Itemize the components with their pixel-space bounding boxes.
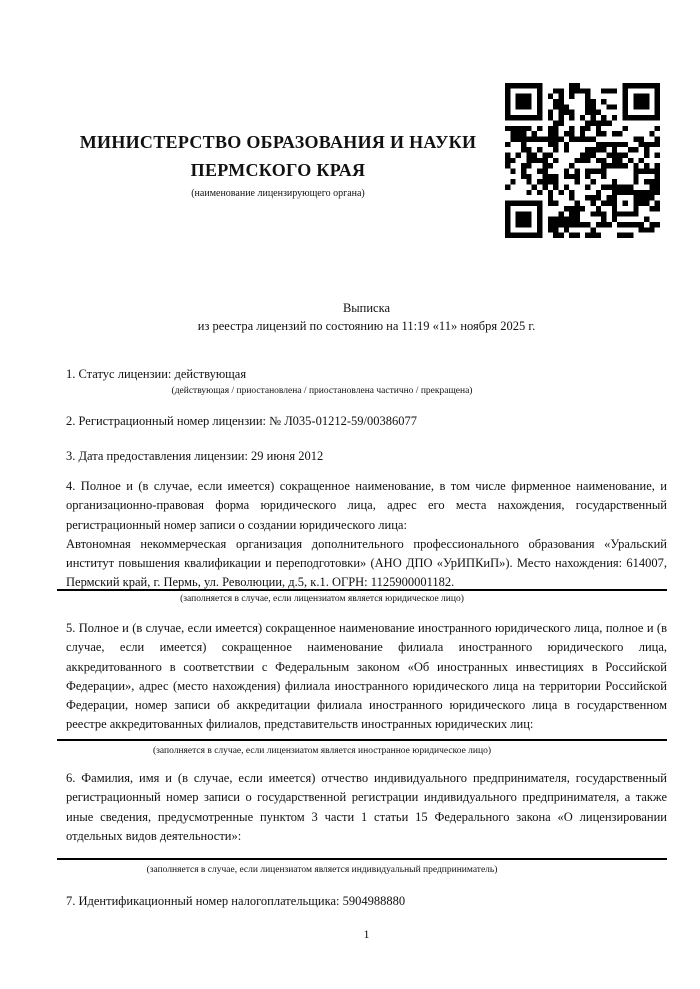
entrepreneur-section xyxy=(66,769,667,846)
ministry-name-line1: МИНИСТЕРСТВО ОБРАЗОВАНИЯ И НАУКИ xyxy=(79,132,477,152)
taxpayer-inn-line: 7. Идентификационный номер налогоплательщика: 5904988880 xyxy=(66,894,406,908)
license-registration-number-line: 2. Регистрационный номер лицензии: № Л035-01212-59/00386077 xyxy=(66,414,417,428)
document-title: Выписка xyxy=(342,301,391,315)
license-status-line: 1. Статус лицензии: действующая xyxy=(66,367,247,381)
license-grant-date-line: 3. Дата предоставления лицензии: 29 июня 2012 xyxy=(66,449,324,463)
license-status-options-caption: (действующая / приостановлена / приостановлена частично / прекращена) xyxy=(171,386,473,396)
ministry-name-line2: ПЕРМСКОГО КРАЯ xyxy=(190,160,366,180)
foreign-entity-section xyxy=(66,619,667,735)
entrepreneur-requirements: 6. Фамилия, имя и (в случае, если имеется) отчество индивидуального предпринимателя, государственный регистрационный номер записи о государственной регистрации индивидуального предпринимателя, а также иные сведения, предусмотренные пунктом 3 части 1 статьи 15 Федерального закона «О лицензировании отдельных видов деятельности»: xyxy=(66,771,667,843)
qr-code-icon xyxy=(505,83,660,238)
licensing-authority-caption: (наименование лицензирующего органа) xyxy=(191,188,365,199)
foreign-entity-caption: (заполняется в случае, если лицензиатом является иностранное юридическое лицо) xyxy=(153,746,491,756)
legal-entity-details: Автономная некоммерческая организация дополнительного профессионального образования «Уральский институт повышения квалификации и переподготовки» (АНО ДПО «УрИПКиП»). Место нахождения: 614007, Пермский край, г. Пермь, ул. Революции, д.5, к.1. ОГРН: 1125900001182. xyxy=(66,536,667,590)
document-title-block xyxy=(66,300,667,335)
foreign-entity-requirements: 5. Полное и (в случае, если имеется) сокращенное наименование иностранного юридического лица, полное и (в случае, если имеется) сокращенное наименование филиала иностранного юридического лица, аккредитованного в соответствии с Федеральным законом «Об иностранных инвестициях в Российской Федерации», адрес (место нахождения) филиала иностранного юридического лица на территории Российской Федерации, номер записи об аккредитации филиала иностранного юридического лица в государственном реестре аккредитованных филиалов, представительств иностранных юридических лиц: xyxy=(66,621,667,732)
separator-line-legal-entity xyxy=(57,589,667,591)
legal-entity-requirements: 4. Полное и (в случае, если имеется) сокращенное наименование, в том числе фирменное наименование, и организационно-правовая форма юридического лица, адрес его места нахождения, государственный регистрационный номер записи о создании юридического лица: xyxy=(66,479,667,532)
legal-entity-caption: (заполняется в случае, если лицензиатом является юридическое лицо) xyxy=(180,594,464,604)
separator-line-entrepreneur xyxy=(57,858,667,860)
entrepreneur-caption: (заполняется в случае, если лицензиатом является индивидуальный предприниматель) xyxy=(146,865,498,875)
page-number: 1 xyxy=(363,927,370,941)
ministry-header xyxy=(66,128,490,200)
document-subtitle: из реестра лицензий по состоянию на 11:19 «11» ноября 2025 г. xyxy=(197,318,536,333)
separator-line-foreign-entity xyxy=(57,739,667,741)
legal-entity-section xyxy=(66,477,667,593)
